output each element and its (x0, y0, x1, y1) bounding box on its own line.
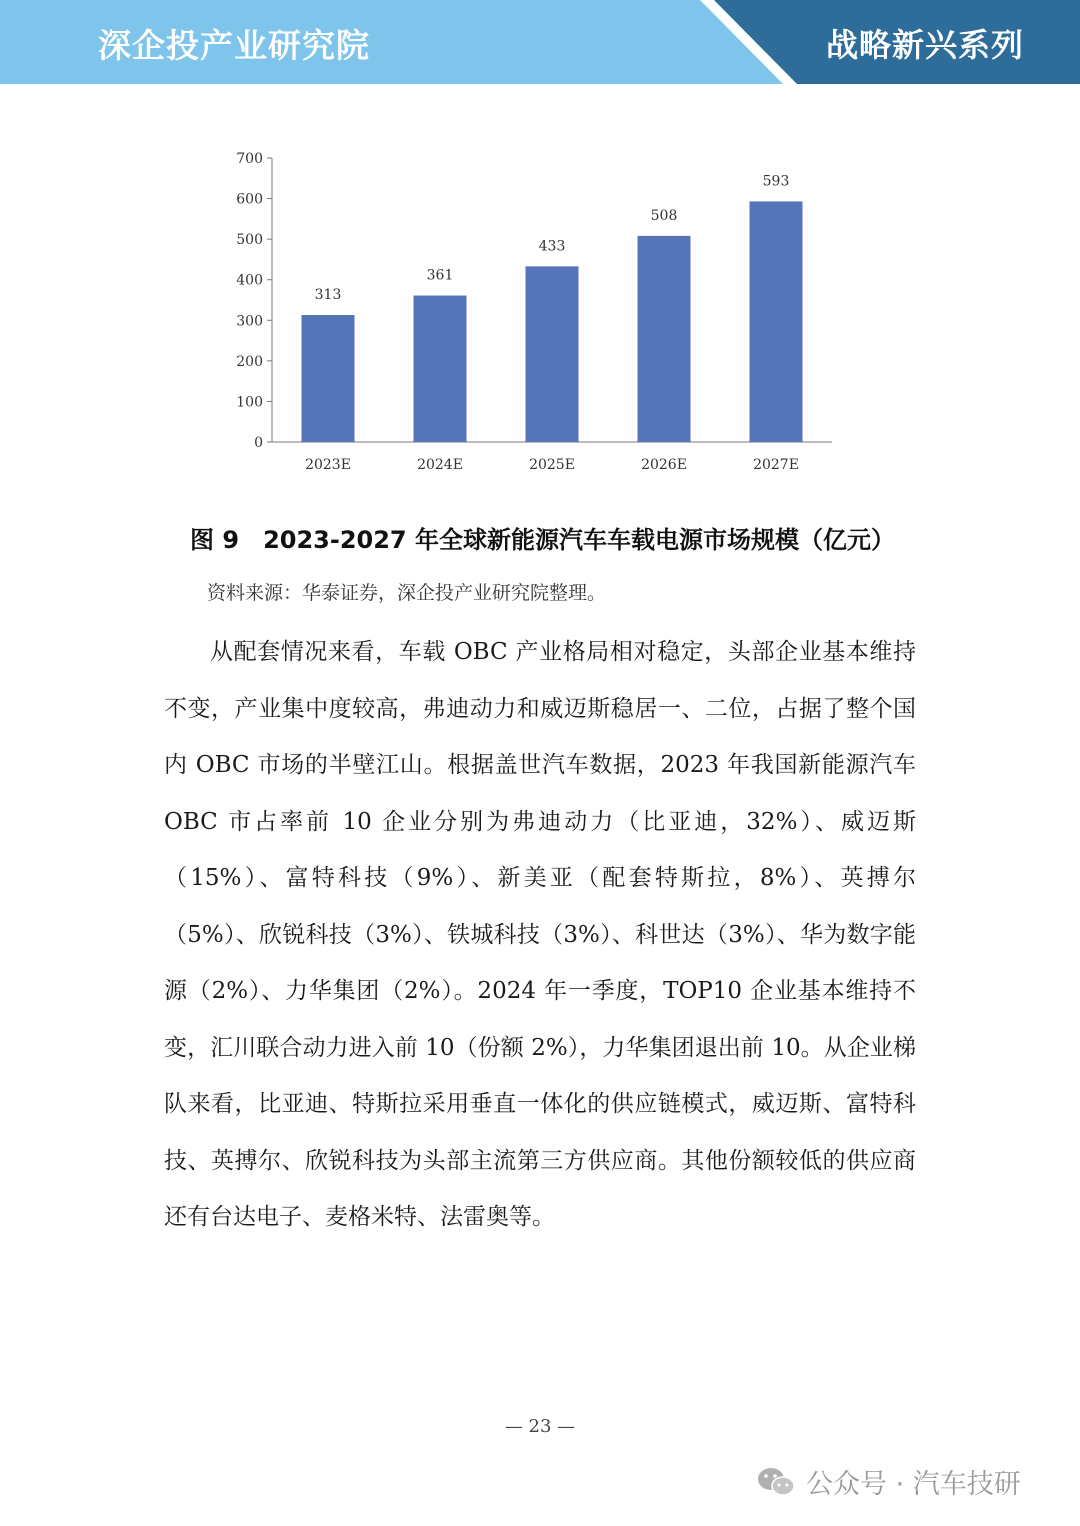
watermark (756, 1462, 1021, 1501)
y-tick-label: 0 (254, 435, 263, 451)
y-tick-label: 600 (236, 191, 263, 208)
bar-value-label: 361 (426, 267, 454, 284)
bar-value-label: 593 (762, 173, 790, 190)
watermark-text: 公众号 · 汽车技研 (806, 1469, 1021, 1500)
x-tick-label: 2025E (529, 457, 575, 473)
y-tick-label: 200 (236, 353, 263, 370)
page-number: — 23 — (504, 1416, 576, 1437)
bar-value-label: 508 (650, 207, 678, 224)
wechat-icon (756, 1465, 796, 1499)
y-tick-label: 400 (236, 272, 263, 289)
body-paragraph: 从配套情况来看，车载 OBC 产业格局相对稳定，头部企业基本维持不变，产业集中度较高，弗迪动力和威迈斯稳居一、二位，占据了整个国内 OBC 市场的半壁江山。根据盖世汽车数据，2023 年我国新能源汽车 OBC 市占率前 10 企业分别为弗迪动力（比亚迪，32%）、威迈斯（15%）、富特科技（9%）、新美亚（配套特斯拉，8%）、英搏尔（5%）、欣锐科技（3%）、铁城科技（3%）、科世达（3%）、华为数字能源（2%）、力华集团（2%）。2024 年一季度，TOP10 企业基本维持不变，汇川联合动力进入前 10（份额 2%），力华集团退出前 10。从企业梯队来看，比亚迪、特斯拉采用垂直一体化的供应链模式，威迈斯、富特科技、英搏尔、欣锐科技为头部主流第三方供应商。其他份额较低的供应商还有台达电子、麦格米特、法雷奥等。 (164, 639, 916, 1230)
figure-caption (190, 520, 910, 555)
y-tick-label: 500 (236, 232, 263, 249)
figure-number: 图 9 (190, 526, 240, 554)
bar-value-label: 433 (538, 238, 566, 255)
x-tick-label: 2026E (641, 457, 687, 473)
bar (638, 236, 691, 442)
y-tick-label: 300 (236, 313, 263, 330)
header-series-name: 战略新兴系列 (826, 26, 1025, 64)
x-tick-label: 2024E (417, 457, 463, 473)
bar-value-label: 313 (314, 287, 342, 304)
figure-title: 2023-2027 年全球新能源汽车车载电源市场规模（亿元） (263, 526, 895, 554)
header-org-name: 深企投产业研究院 (98, 26, 370, 65)
bar-chart (220, 140, 860, 485)
bar (414, 296, 467, 442)
bar (302, 315, 355, 442)
x-tick-label: 2027E (753, 457, 799, 473)
source-note: 资料来源：华泰证券，深企投产业研究院整理。 (207, 582, 607, 604)
bar (750, 201, 803, 442)
x-tick-label: 2023E (305, 457, 351, 473)
y-tick-label: 100 (236, 394, 263, 411)
bar (526, 266, 579, 442)
header-banner (0, 0, 1080, 84)
y-tick-label: 700 (236, 151, 263, 167)
bar-chart-svg (220, 140, 860, 485)
